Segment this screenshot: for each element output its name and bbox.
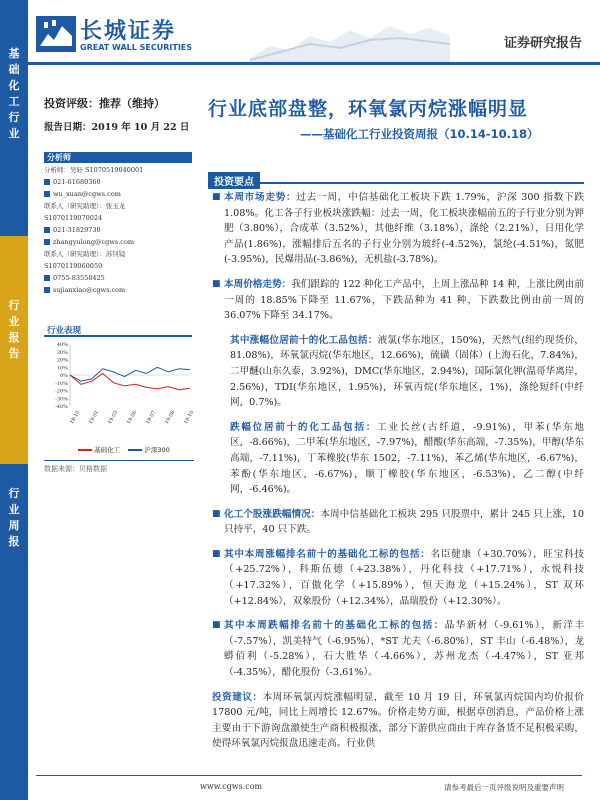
sidebar-char: 业 bbox=[8, 127, 20, 140]
y-tick-label: -20% bbox=[55, 388, 68, 395]
key-points-heading bbox=[208, 170, 584, 188]
great-wall-illustration bbox=[250, 8, 450, 63]
legend-label-2: 沪深300 bbox=[144, 446, 170, 454]
legend-swatch-1 bbox=[78, 449, 92, 451]
sidebar-char: 行 bbox=[8, 111, 20, 124]
footer-url: www.cgws.com bbox=[200, 782, 263, 791]
key-point-paragraph bbox=[212, 277, 584, 324]
key-points-label: 投资要点 bbox=[208, 172, 260, 189]
analyst-line: 021-61680360 bbox=[44, 176, 192, 188]
analyst-line: S1070119060059 bbox=[44, 262, 103, 270]
y-tick-label: 0% bbox=[60, 373, 68, 379]
chart-source: 数据来源：贝格数据 bbox=[44, 465, 107, 473]
sidebar-industry bbox=[0, 0, 28, 236]
analyst-line: 联系人（研究助理）：苏钊镜 bbox=[44, 250, 126, 258]
key-point-text: 我们跟踪的 122 种化工产品中，上周上涨品种 14 种，上涨比例由前一周的 18.85%下降至 11.67%，下跌品种为 41 种，下跌数比例由前一周的 36.07%下降至 34.17%。 bbox=[224, 278, 585, 322]
analyst-line: sujianxiao@cgws.com bbox=[44, 284, 192, 296]
y-tick-label: -30% bbox=[55, 396, 68, 403]
sidebar-char: 告 bbox=[8, 347, 20, 360]
legend-swatch-2 bbox=[128, 449, 142, 451]
key-point-lead: 投资建议： bbox=[212, 691, 263, 703]
key-points-body bbox=[212, 190, 584, 761]
report-title: 行业底部盘整，环氧氯丙烷涨幅明显 bbox=[208, 98, 529, 120]
report-type: 证券研究报告 bbox=[503, 36, 582, 51]
analyst-list bbox=[44, 164, 192, 296]
x-tick-label: 18-10 bbox=[68, 409, 82, 426]
key-point-lead: 跌幅位居前十的化工品包括： bbox=[230, 421, 378, 433]
key-point-lead: 本周市场走势： bbox=[224, 192, 297, 203]
series-line-1 bbox=[70, 374, 190, 390]
key-point-text: 本周环氧氯丙烷涨幅明显，截至 10 月 19 日，环氧氯丙烷国内均价报价 17800 元/吨，同比上周增长 12.67%。价格走势方面，根据卓创消息，产品价格上涨主要由于下游询盘激使生产商积极报涨，部分下游供应商由于库存备货不足积极采购，使得环氧氯丙烷报盘迅速走高。行业供 bbox=[212, 691, 584, 750]
x-tick-label: 19-03 bbox=[106, 409, 120, 426]
performance-chart bbox=[44, 340, 194, 440]
x-tick-label: 19-10 bbox=[182, 409, 196, 426]
sidebar-char: 础 bbox=[8, 63, 20, 76]
key-point-lead: 其中本周涨幅排名前十的基础化工标的包括： bbox=[224, 548, 431, 560]
sidebar-char: 行 bbox=[8, 487, 20, 500]
analyst-line: 021-31829730 bbox=[44, 224, 192, 236]
report-date: 报告日期：2019 年 10 月 22 日 bbox=[44, 122, 190, 133]
analyst-line: 联系人（研究助理）：张玉龙 bbox=[44, 202, 126, 210]
analyst-line: 分析师：吴轩 S1070519040001 bbox=[44, 166, 144, 174]
sidebar-char: 业 bbox=[8, 315, 20, 328]
sidebar-char: 基 bbox=[8, 47, 20, 60]
sidebar-char: 化 bbox=[8, 79, 20, 92]
source-divider bbox=[44, 460, 194, 461]
series-line-2 bbox=[70, 367, 190, 381]
key-point-lead: 本周价格走势： bbox=[224, 278, 292, 290]
key-point-text: 本周中信基础化工板块 295 只股票中，累计 245 只上涨，10 只持平，40 只下跌。 bbox=[224, 508, 585, 536]
performance-heading: 行业表现 bbox=[44, 326, 192, 337]
key-point-paragraph bbox=[212, 420, 584, 498]
x-tick-label: 19-07 bbox=[144, 409, 158, 426]
footer-divider bbox=[36, 775, 582, 776]
key-point-text: 晶华新材（-9.61%），新洋丰（-7.57%），凯美特气（-6.95%），*ST 尤夫（-6.80%），ST 丰山（-6.48%），龙蟒佰利（-5.28%），石大胜华（-4.66%），苏州龙杰（-4.47%），ST 亚邦（-4.35%），醋化股份（-3.61%）。 bbox=[224, 620, 584, 679]
key-point-text: 工业长丝(古纤道，-9.91%)，甲苯(华东地区，-8.66%)，二甲苯(华东地区，-7.97%)，醋酸(华东高端，-7.35%)，甲醇(华东高端，-7.11%)，丁苯橡胶(华东 1502，-7.11%)，苯乙烯(华东地区，-6.67%)，苯酚(华东地区，-6.67%)，顺丁橡胶(华东地区，-6.53%)，乙二醇(中纤网，-6.46%)。 bbox=[230, 421, 584, 496]
y-tick-label: -10% bbox=[55, 380, 68, 387]
x-tick-label: 19-06 bbox=[125, 409, 139, 426]
y-tick-label: 30% bbox=[56, 349, 68, 356]
header-divider bbox=[28, 62, 600, 65]
key-point-lead: 其中涨幅位居前十的化工品包括： bbox=[230, 334, 378, 346]
sidebar-report-type bbox=[0, 236, 28, 464]
investment-rating: 投资评级：推荐（维持） bbox=[44, 97, 165, 110]
y-tick-label: 40% bbox=[56, 342, 68, 348]
analyst-line: S1070119070024 bbox=[44, 214, 103, 222]
key-point-paragraph bbox=[212, 333, 584, 411]
key-point-paragraph bbox=[212, 690, 584, 752]
great-wall-logo-icon bbox=[36, 16, 76, 52]
y-tick-label: -40% bbox=[55, 404, 68, 410]
key-point-text: 液氯(华东地区，150%)，天然气(纽约现货价，81.08%)，环氧氯丙烷(华东地区，12.66%)，硫磺（固体）(上海石化，7.84%)，二甲醚(山东久泰，3.92%)，DMC(华东地区，2.94%)，国际氯化钾(温哥华离岸，2.56%)，TDI(华东地区，1.95%)，环氧丙烷(华东地区，1%)，涤纶短纤(中纤网，0.7%)。 bbox=[230, 334, 585, 409]
key-point-lead: 其中本周跌幅排名前十的基础化工标的包括： bbox=[224, 620, 445, 632]
analyst-line: zhangyulong@cgws.com bbox=[44, 236, 192, 248]
sidebar-char: 业 bbox=[8, 503, 20, 516]
key-point-text: 名臣健康（+30.70%），旺宝科技（+25.72%），科斯伍德（+23.38%），丹化科技（+17.71%），永悦科技（+17.32%），百傲化学（+15.89%），恒天海龙（+15.24%），ST 双环（+12.84%），双象股份（+12.34%），晶瑞股份（+12.30%）。 bbox=[224, 548, 584, 607]
sidebar-char: 报 bbox=[8, 535, 20, 548]
key-point-paragraph bbox=[212, 190, 584, 268]
key-point-paragraph bbox=[212, 547, 584, 609]
sidebar-char: 报 bbox=[8, 331, 20, 344]
logo-en: GREAT WALL SECURITIES bbox=[80, 43, 193, 52]
key-point-text: 过去一周，中信基础化工板块下跌 1.79%，沪深 300 指数下跌 1.08%。化工各子行业板块涨跌幅：过去一周，化工板块涨幅前五的子行业分别为钾肥（3.80%），合成革（3.52%），其他纤维（3.18%），涤纶（2.21%），日用化学产品(1.86%)，涨幅排后五名的子行业分别为玻纤(-4.52%)，氯纶(-4.51%)，氮肥(-3.95%)，民爆用品(-3.86%)，无机盐(-3.78%)。 bbox=[224, 192, 585, 266]
logo-cn: 长城证券 bbox=[80, 19, 177, 44]
chart-legend bbox=[78, 445, 170, 454]
analyst-line: 0755-83558425 bbox=[44, 272, 192, 284]
key-point-lead: 化工个股涨跌幅情况： bbox=[224, 508, 321, 520]
key-point-paragraph bbox=[212, 507, 584, 538]
sidebar-weekly bbox=[0, 464, 28, 800]
analyst-heading: 分析师 bbox=[44, 152, 192, 163]
footer-note: 请参考最后一页评级说明及重要声明 bbox=[444, 783, 564, 792]
analyst-line: wu_xuan@cgws.com bbox=[44, 188, 192, 200]
sidebar-char: 行 bbox=[8, 299, 20, 312]
sidebar-char: 周 bbox=[8, 519, 20, 532]
x-tick-label: 19-01 bbox=[87, 409, 101, 426]
x-tick-label: 19-08 bbox=[163, 409, 177, 426]
y-tick-label: 10% bbox=[56, 365, 68, 372]
sidebar-char: 工 bbox=[8, 95, 20, 108]
logo bbox=[36, 14, 226, 56]
key-point-paragraph bbox=[212, 618, 584, 680]
report-subtitle: ——基础化工行业投资周报（10.14-10.18） bbox=[300, 127, 539, 141]
legend-label-1: 基础化工 bbox=[94, 446, 121, 454]
y-tick-label: 20% bbox=[56, 357, 68, 364]
